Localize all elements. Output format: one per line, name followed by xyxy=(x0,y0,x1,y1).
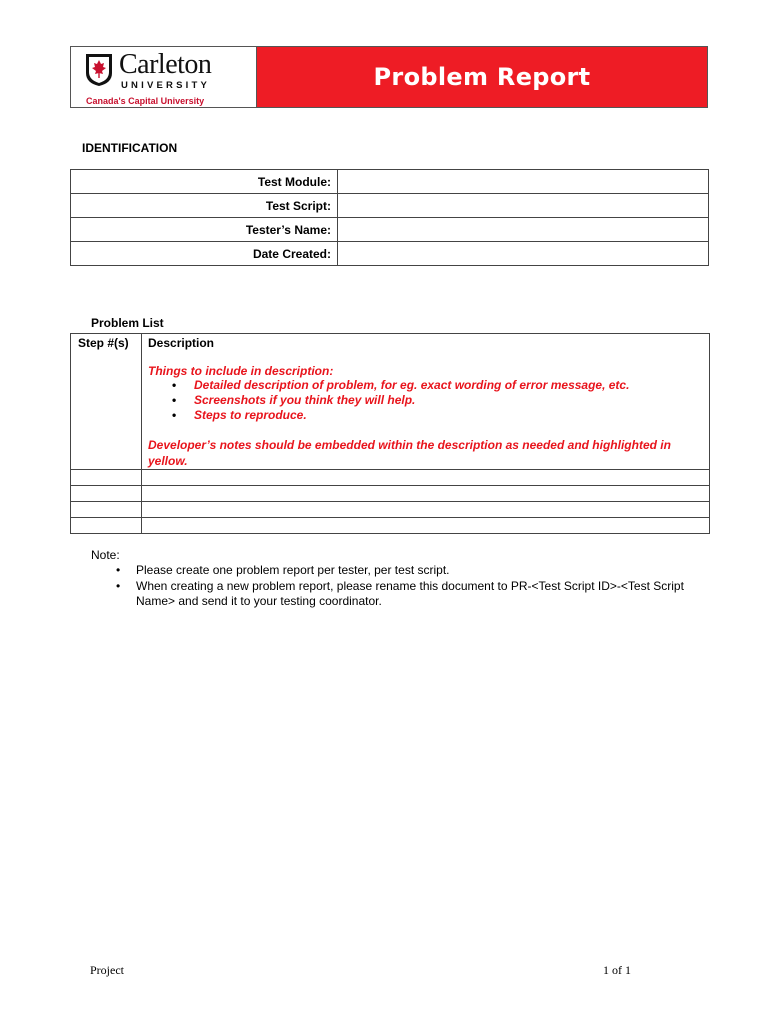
guidance-block xyxy=(148,364,703,423)
title-banner xyxy=(257,47,707,107)
list-item: • Detailed description of problem, for eg. exact wording of error message, etc. xyxy=(194,378,703,393)
field-label: Date Created: xyxy=(71,242,338,266)
step-cell[interactable] xyxy=(71,518,142,534)
tester-name-field[interactable] xyxy=(338,218,709,242)
description-cell[interactable] xyxy=(142,334,710,470)
identification-heading: IDENTIFICATION xyxy=(82,141,178,155)
test-module-field[interactable] xyxy=(338,170,709,194)
step-cell[interactable] xyxy=(71,502,142,518)
guidance-list xyxy=(148,378,703,423)
table-row xyxy=(71,194,709,218)
description-cell[interactable] xyxy=(142,486,710,502)
field-label: Tester’s Name: xyxy=(71,218,338,242)
table-row xyxy=(71,218,709,242)
table-row xyxy=(71,486,710,502)
developer-note: Developer’s notes should be embedded within the description as needed and highlighted in yellow. xyxy=(148,438,671,468)
table-row xyxy=(71,518,710,534)
table-row xyxy=(71,502,710,518)
logo-university: UNIVERSITY xyxy=(121,80,211,91)
identification-table xyxy=(70,169,709,266)
description-column-header: Description xyxy=(148,336,215,350)
date-created-field[interactable] xyxy=(338,242,709,266)
page-number: 1 of 1 xyxy=(603,963,631,977)
table-row xyxy=(71,334,710,470)
guidance-intro: Things to include in description: xyxy=(148,364,334,378)
list-item: • Please create one problem report per tester, per test script. xyxy=(136,563,696,579)
page-title: Problem Report xyxy=(373,63,591,91)
list-item: • When creating a new problem report, please rename this document to PR-<Test Script ID>-<Test Script Name> and send it to your testing coordinator. xyxy=(136,579,696,610)
list-item: • Steps to reproduce. xyxy=(194,408,703,423)
description-cell[interactable] xyxy=(142,518,710,534)
note-label: Note: xyxy=(91,548,120,562)
list-item: • Screenshots if you think they will help. xyxy=(194,393,703,408)
table-row xyxy=(71,470,710,486)
footer-project: Project xyxy=(90,963,124,977)
shield-icon xyxy=(85,53,113,87)
step-cell[interactable] xyxy=(71,470,142,486)
notes-list xyxy=(136,563,696,610)
report-header xyxy=(70,46,708,108)
table-row xyxy=(71,242,709,266)
logo-wordmark: Carleton xyxy=(119,49,212,80)
logo-tagline: Canada's Capital University xyxy=(86,96,205,106)
test-script-field[interactable] xyxy=(338,194,709,218)
field-label: Test Script: xyxy=(71,194,338,218)
step-cell[interactable] xyxy=(71,486,142,502)
table-row xyxy=(71,170,709,194)
problem-list-table xyxy=(70,333,710,534)
university-logo xyxy=(71,47,257,107)
step-column-header: Step #(s) xyxy=(71,334,142,470)
description-cell[interactable] xyxy=(142,470,710,486)
field-label: Test Module: xyxy=(71,170,338,194)
description-cell[interactable] xyxy=(142,502,710,518)
problem-list-heading: Problem List xyxy=(91,316,164,330)
